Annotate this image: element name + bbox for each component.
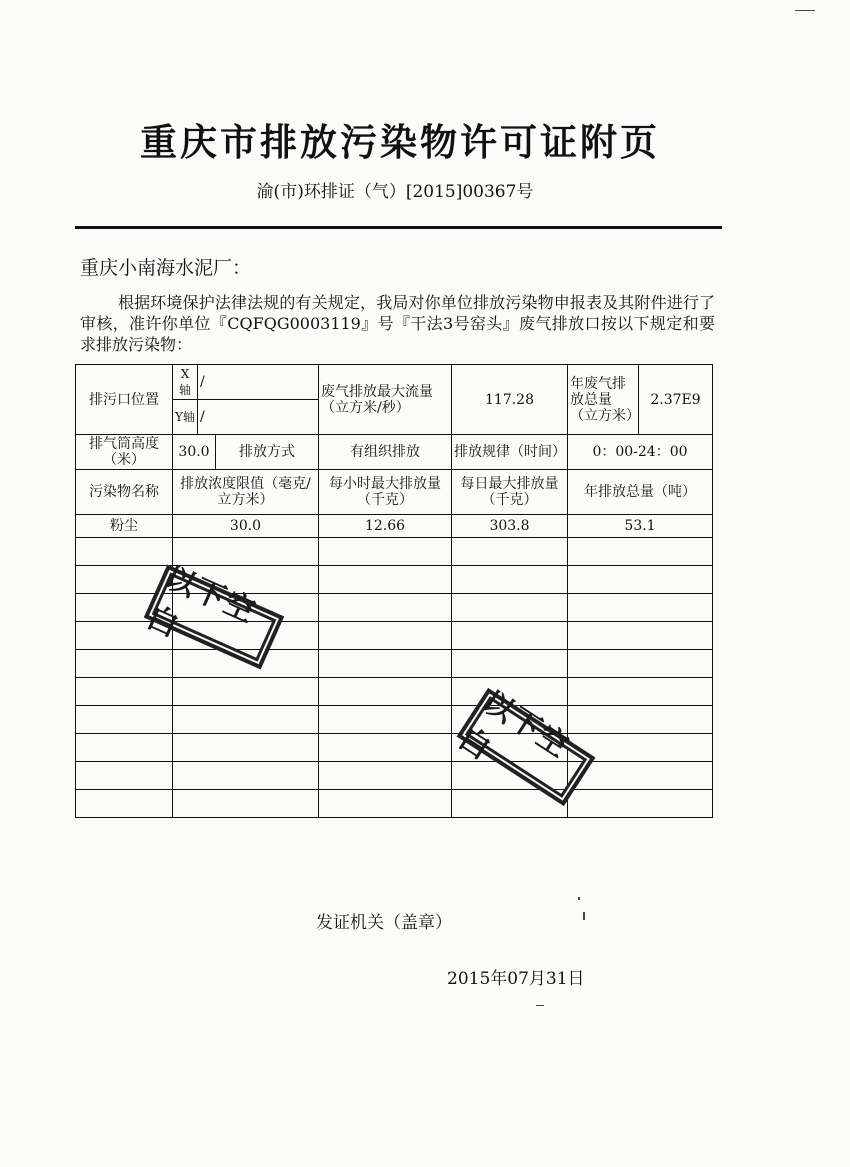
scan-speck xyxy=(795,10,815,11)
empty-row xyxy=(76,678,713,706)
issue-date: 2015年07月31日 xyxy=(447,969,585,989)
max-flow-label: 废气排放最大流量（立方米/秒） xyxy=(319,365,452,435)
schedule-value: 0：00-24：00 xyxy=(568,435,713,470)
y-axis-value: / xyxy=(198,400,319,435)
body-paragraph: 根据环境保护法律法规的有关规定，我局对你单位排放污染物申报表及其附件进行了审核，准许你单位『CQFQG0003119』号『干法3号窑头』废气排放口按以下规定和要求排放污染物： xyxy=(80,293,715,354)
empty-row xyxy=(76,538,713,566)
addressee: 重庆小南海水泥厂： xyxy=(80,257,252,279)
empty-row xyxy=(76,734,713,762)
x-axis-label: X轴 xyxy=(173,365,198,400)
stack-height-value: 30.0 xyxy=(173,435,216,470)
document-number: 渝(市)环排证（气）[2015]00367号 xyxy=(256,182,534,202)
table-cell: 53.1 xyxy=(568,515,713,538)
blank-below-stamp: 以下空白 xyxy=(144,564,285,669)
x-axis-value: / xyxy=(198,365,319,400)
document-title: 重庆市排放污染物许可证附页 xyxy=(140,121,660,164)
stack-height-label: 排气筒高度（米） xyxy=(76,435,173,470)
table-header-row xyxy=(76,470,713,515)
table-row xyxy=(76,365,713,400)
method-label: 排放方式 xyxy=(216,435,319,470)
annual-total-label: 年废气排放总量（立方米） xyxy=(568,365,639,435)
table-row xyxy=(76,515,713,538)
table-cell: 12.66 xyxy=(319,515,452,538)
y-axis-label: Y轴 xyxy=(173,400,198,435)
blank-below-stamp: 以下空白 xyxy=(457,688,596,806)
column-header: 排放浓度限值（毫克/立方米） xyxy=(173,470,319,515)
title-rule xyxy=(75,226,722,229)
scan-speck xyxy=(536,1005,544,1006)
table-row xyxy=(76,435,713,470)
column-header: 每日最大排放量（千克） xyxy=(452,470,568,515)
empty-row xyxy=(76,706,713,734)
issuing-authority: 发证机关（盖章） xyxy=(316,913,452,933)
empty-row xyxy=(76,650,713,678)
empty-row xyxy=(76,762,713,790)
annual-total-value: 2.37E9 xyxy=(639,365,713,435)
scan-speck xyxy=(578,897,580,900)
outlet-position-label: 排污口位置 xyxy=(76,365,173,435)
method-value: 有组织排放 xyxy=(319,435,452,470)
column-header: 年排放总量（吨） xyxy=(568,470,713,515)
table-cell: 303.8 xyxy=(452,515,568,538)
max-flow-value: 117.28 xyxy=(452,365,568,435)
empty-row xyxy=(76,790,713,818)
scan-speck xyxy=(583,912,585,920)
schedule-label: 排放规律（时间） xyxy=(452,435,568,470)
column-header: 污染物名称 xyxy=(76,470,173,515)
table-cell: 粉尘 xyxy=(76,515,173,538)
column-header: 每小时最大排放量（千克） xyxy=(319,470,452,515)
table-cell: 30.0 xyxy=(173,515,319,538)
